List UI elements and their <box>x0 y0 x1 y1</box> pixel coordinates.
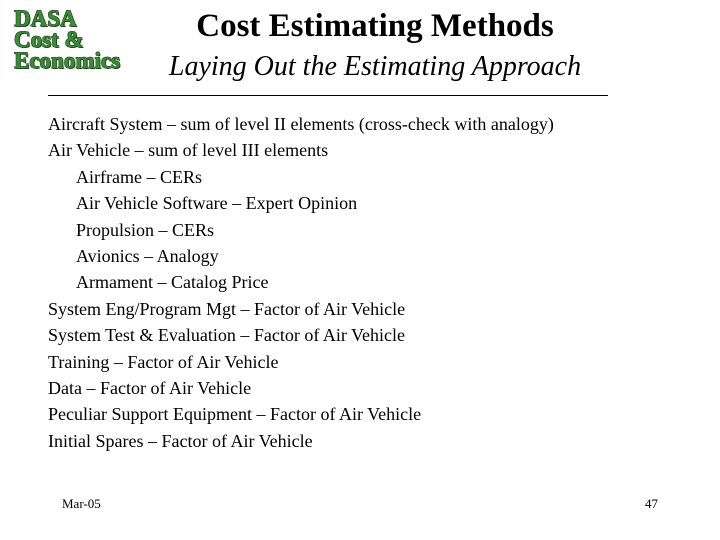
slide-title: Cost Estimating Methods <box>196 8 554 44</box>
list-item: Training – Factor of Air Vehicle <box>48 351 279 372</box>
sub-item: Avionics – Analogy <box>76 246 219 267</box>
logo-line-2: Cost & <box>14 27 84 52</box>
logo-line-3: Economics <box>14 48 121 73</box>
list-item: Data – Factor of Air Vehicle <box>48 378 252 399</box>
list-item: System Test & Evaluation – Factor of Air Vehicle <box>48 325 406 346</box>
slide-subtitle: Laying Out the Estimating Approach <box>168 51 582 82</box>
sub-item: Propulsion – CERs <box>76 219 215 240</box>
page-number: 47 <box>645 496 658 511</box>
list-item: System Eng/Program Mgt – Factor of Air Vehicle <box>48 298 406 319</box>
sub-item: Airframe – CERs <box>76 166 202 187</box>
sub-item: Air Vehicle Software – Expert Opinion <box>76 193 358 214</box>
title-divider <box>48 95 608 96</box>
list-item: Initial Spares – Factor of Air Vehicle <box>48 430 313 451</box>
footer-date: Mar-05 <box>62 496 101 511</box>
list-item: Air Vehicle – sum of level III elements <box>48 140 329 161</box>
sub-item: Armament – Catalog Price <box>76 272 269 293</box>
logo-line-1: DASA <box>14 6 77 31</box>
list-item: Peculiar Support Equipment – Factor of Air Vehicle <box>48 404 422 425</box>
list-item: Aircraft System – sum of level II elements (cross-check with analogy) <box>48 114 554 134</box>
estimating-approach-list <box>48 111 688 454</box>
